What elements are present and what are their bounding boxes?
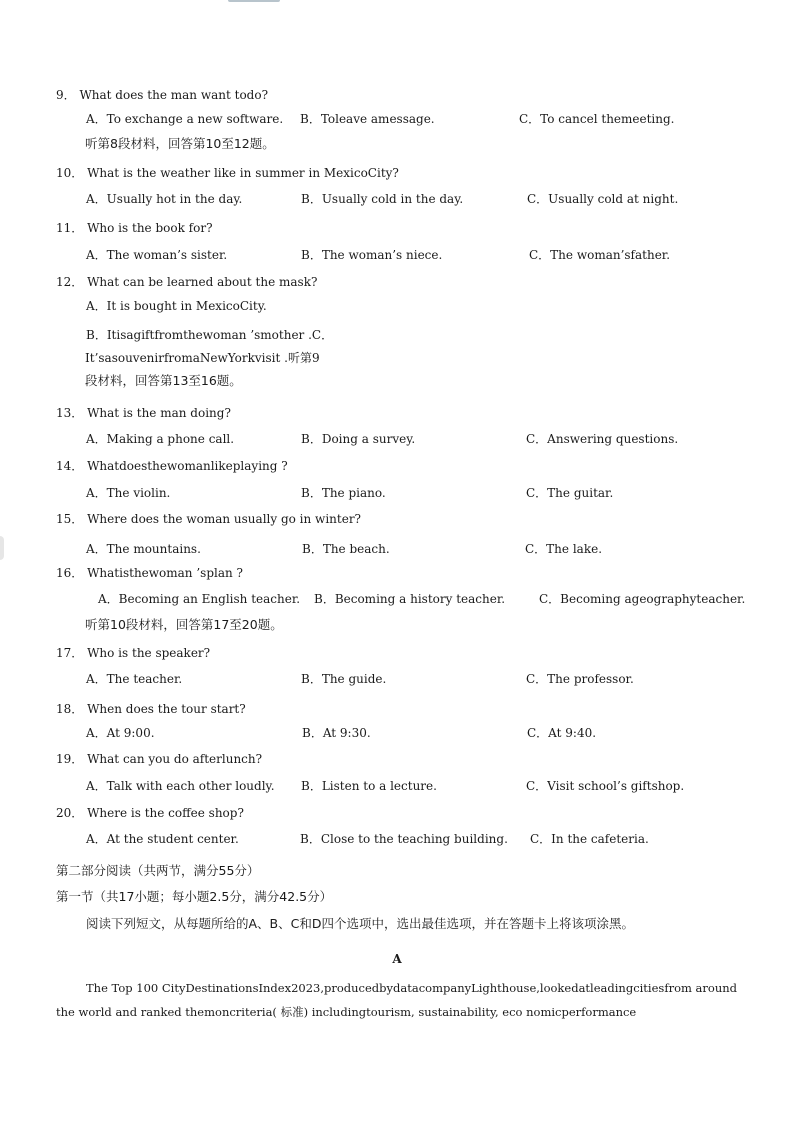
option-13a: A．Making a phone call. [86,432,235,446]
option-12a: A．It is bought in MexicoCity. [86,299,267,313]
option-16a: A．Becoming an English teacher. [98,592,301,606]
option-19a: A．Talk with each other loudly. [86,779,275,793]
option-18b: B．At 9:30. [302,726,371,740]
question-stem-16: 16． Whatisthewoman ’splan ? [56,566,243,580]
passage-line-2: the world and ranked themoncriteria( 标准) includingtourism, sustainability, eco nomicperformance [56,1005,637,1019]
option-20c: C．In the cafeteria. [530,832,649,846]
question-stem-12: 12． What can be learned about the mask? [56,275,318,289]
option-13c: C．Answering questions. [526,432,679,446]
question-stem-17: 17． Who is the speaker? [56,646,211,660]
passage-label: A [392,952,402,966]
option-17b: B．The guide. [301,672,387,686]
instruction-section-10: 听第10段材料，回答第17至20题。 [85,617,283,632]
option-20a: A．At the student center. [86,832,239,846]
option-17c: C．The professor. [526,672,634,686]
question-stem-15: 15． Where does the woman usually go in winter? [56,512,361,526]
passage-line-1: The Top 100 CityDestinationsIndex2023,producedbydatacompanyLighthouse,lookedatleadingcitiesfrom around [86,981,738,995]
question-stem-13: 13． What is the man doing? [56,406,231,420]
instruction-section-8: 听第8段材料，回答第10至12题。 [85,136,275,151]
part2-section1-heading: 第一节（共17小题；每小题2.5分，满分42.5分） [56,889,333,904]
option-15b: B．The beach. [302,542,390,556]
option-9c: C．To cancel themeeting. [519,112,675,126]
question-stem-20: 20． Where is the coffee shop? [56,806,244,820]
part2-title: 第二部分阅读（共两节，满分55分） [56,863,260,878]
option-13b: B．Doing a survey. [301,432,416,446]
question-stem-9: 9． What does the man want todo? [56,88,269,102]
option-16b: B．Becoming a history teacher. [314,592,506,606]
option-17a: A．The teacher. [86,672,183,686]
question-stem-18: 18． When does the tour start? [56,702,246,716]
option-11a: A．The woman’s sister. [86,248,228,262]
question-stem-10: 10． What is the weather like in summer in MexicoCity? [56,166,399,180]
page-edge-mark [0,536,4,560]
option-12c: It’sasouvenirfromaNewYorkvisit .听第9 [85,351,320,365]
option-15a: A．The mountains. [86,542,201,556]
option-14b: B．The piano. [301,486,386,500]
option-10a: A．Usually hot in the day. [86,192,243,206]
option-16c: C．Becoming ageographyteacher. [539,592,746,606]
reading-directions: 阅读下列短文，从每题所给的A、B、C和D四个选项中，选出最佳选项，并在答题卡上将该项涂黑。 [86,916,634,931]
instruction-section-9: 段材料，回答第13至16题。 [85,373,242,388]
option-15c: C．The lake. [525,542,603,556]
option-9a: A．To exchange a new software. [86,112,284,126]
option-19c: C．Visit school’s giftshop. [526,779,685,793]
option-19b: B．Listen to a lecture. [301,779,437,793]
option-20b: B．Close to the teaching building. [300,832,508,846]
page-top-mark [228,0,280,2]
question-stem-11: 11． Who is the book for? [56,221,213,235]
option-18c: C．At 9:40. [527,726,597,740]
option-9b: B．Toleave amessage. [300,112,435,126]
option-10b: B．Usually cold in the day. [301,192,464,206]
option-14a: A．The violin. [86,486,171,500]
option-14c: C．The guitar. [526,486,614,500]
option-10c: C．Usually cold at night. [527,192,679,206]
question-stem-19: 19． What can you do afterlunch? [56,752,263,766]
question-stem-14: 14． Whatdoesthewomanlikeplaying ? [56,459,288,473]
option-18a: A．At 9:00. [86,726,155,740]
option-12b: B．Itisagiftfromthewoman ’smother .C． [86,328,334,342]
option-11b: B．The woman’s niece. [301,248,443,262]
option-11c: C．The woman’sfather. [529,248,671,262]
